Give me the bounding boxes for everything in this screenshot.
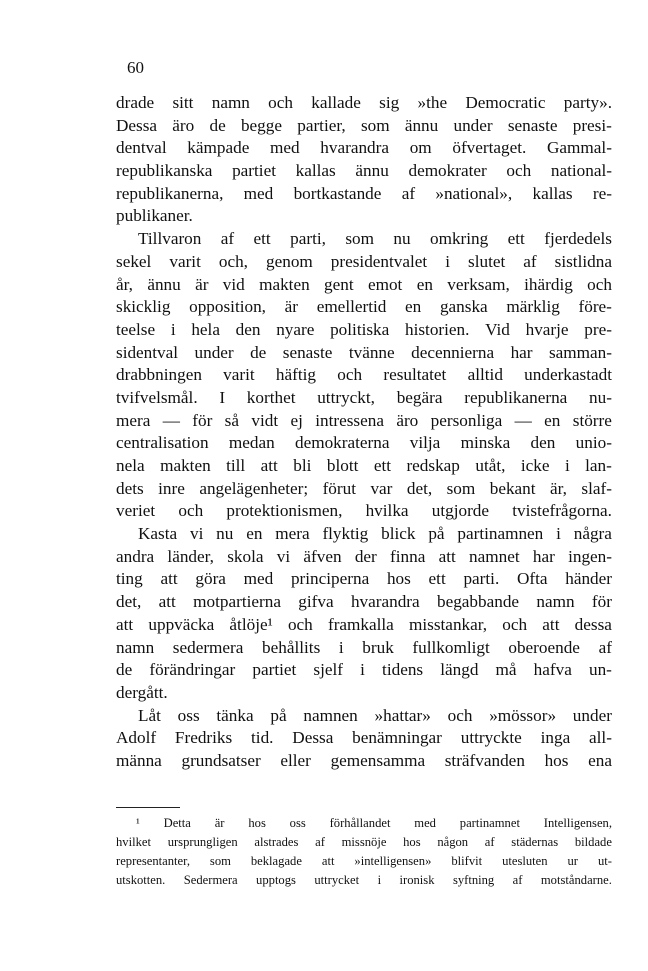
body-text-line: Adolf Fredriks tid. Dessa benämningar uttryckte inga all-	[116, 728, 612, 748]
body-text-line: dergått.	[116, 682, 168, 702]
body-text-line: centralisation medan demokraterna vilja minska den unio-	[116, 433, 612, 453]
body-text-line: andra länder, skola vi äfven der finna att namnet har ingen-	[116, 546, 612, 566]
body-text-line: drabbningen varit häftig och resultatet alltid underkastadt	[116, 365, 612, 385]
body-text-line: republikanerna, med bortkastande af »national», kallas re-	[116, 183, 612, 203]
body-text-line: veriet och protektionismen, hvilka utgjorde tvistefrågorna.	[116, 501, 612, 521]
footnote-line: ¹ Detta är hos oss förhållandet med partinamnet Intelligensen,	[136, 816, 612, 830]
body-text-line: nela makten till att bli blott ett redskap utåt, icke i lan-	[116, 456, 612, 475]
body-text-line: det, att motpartierna gifva hvarandra begabbande namn för	[116, 592, 612, 612]
body-text-line: skicklig opposition, är emellertid en ganska märklig före-	[116, 297, 612, 317]
body-text-line: sekel varit och, genom presidentvalet i slutet af sistlidna	[116, 251, 612, 271]
body-text-line: teelse i hela den nyare politiska historien. Vid hvarje pre-	[116, 319, 612, 339]
body-text-line: publikaner.	[116, 206, 193, 226]
body-text-line: mera — för så vidt ej intressena äro personliga — en större	[116, 410, 612, 430]
body-text-line: republikanska partiet kallas ännu demokrater och national-	[116, 161, 612, 181]
body-text	[116, 92, 612, 773]
body-text-line: år, ännu är vid makten gent emot en verksam, ihärdig och	[116, 274, 612, 294]
body-text-line: männa grundsatser eller gemensamma sträfvanden hos ena	[116, 750, 612, 770]
page-number: 60	[127, 58, 144, 77]
body-text-line: Låt oss tänka på namnen »hattar» och »mössor» under	[138, 705, 612, 725]
body-text-line: ting att göra med principerna hos ett parti. Ofta händer	[116, 569, 612, 589]
body-text-line: namn sedermera behållits i bruk fullkomligt oberoende af	[116, 637, 612, 657]
body-text-line: Tillvaron af ett parti, som nu omkring ett fjerdedels	[138, 229, 612, 249]
body-text-line: dets inre angelägenheter; förut var det, som bekant är, slaf-	[116, 478, 612, 498]
body-text-line: att uppväcka åtlöje¹ och framkalla misstankar, och att dessa	[116, 614, 612, 634]
body-text-line: tvifvelsmål. I korthet uttryckt, begära republikanerna nu-	[116, 387, 612, 407]
body-text-line: Kasta vi nu en mera flyktig blick på partinamnen i några	[138, 524, 612, 544]
footnote-line: hvilket ursprungligen alstrades af missnöje hos någon af städernas bildade	[116, 835, 612, 849]
body-text-line: Dessa äro de begge partier, som ännu under senaste presi-	[116, 115, 612, 135]
body-text-line: drade sitt namn och kallade sig »the Democratic party».	[116, 93, 612, 112]
body-text-line: de förändringar partiet sjelf i tidens längd må hafva un-	[116, 660, 612, 680]
body-text-line: dentval kämpade med hvarandra om öfvertaget. Gammal-	[116, 138, 612, 158]
footnote-line: utskotten. Sedermera upptogs uttrycket i ironisk syftning af motståndarne.	[116, 873, 612, 887]
footnote-line: representanter, som beklagade att »intelligensen» blifvit utesluten ur ut-	[116, 854, 612, 868]
footnotes	[116, 814, 612, 890]
footnote-rule	[116, 807, 180, 808]
body-text-line: sidentval under de senaste tvänne decennierna har samman-	[116, 342, 612, 362]
